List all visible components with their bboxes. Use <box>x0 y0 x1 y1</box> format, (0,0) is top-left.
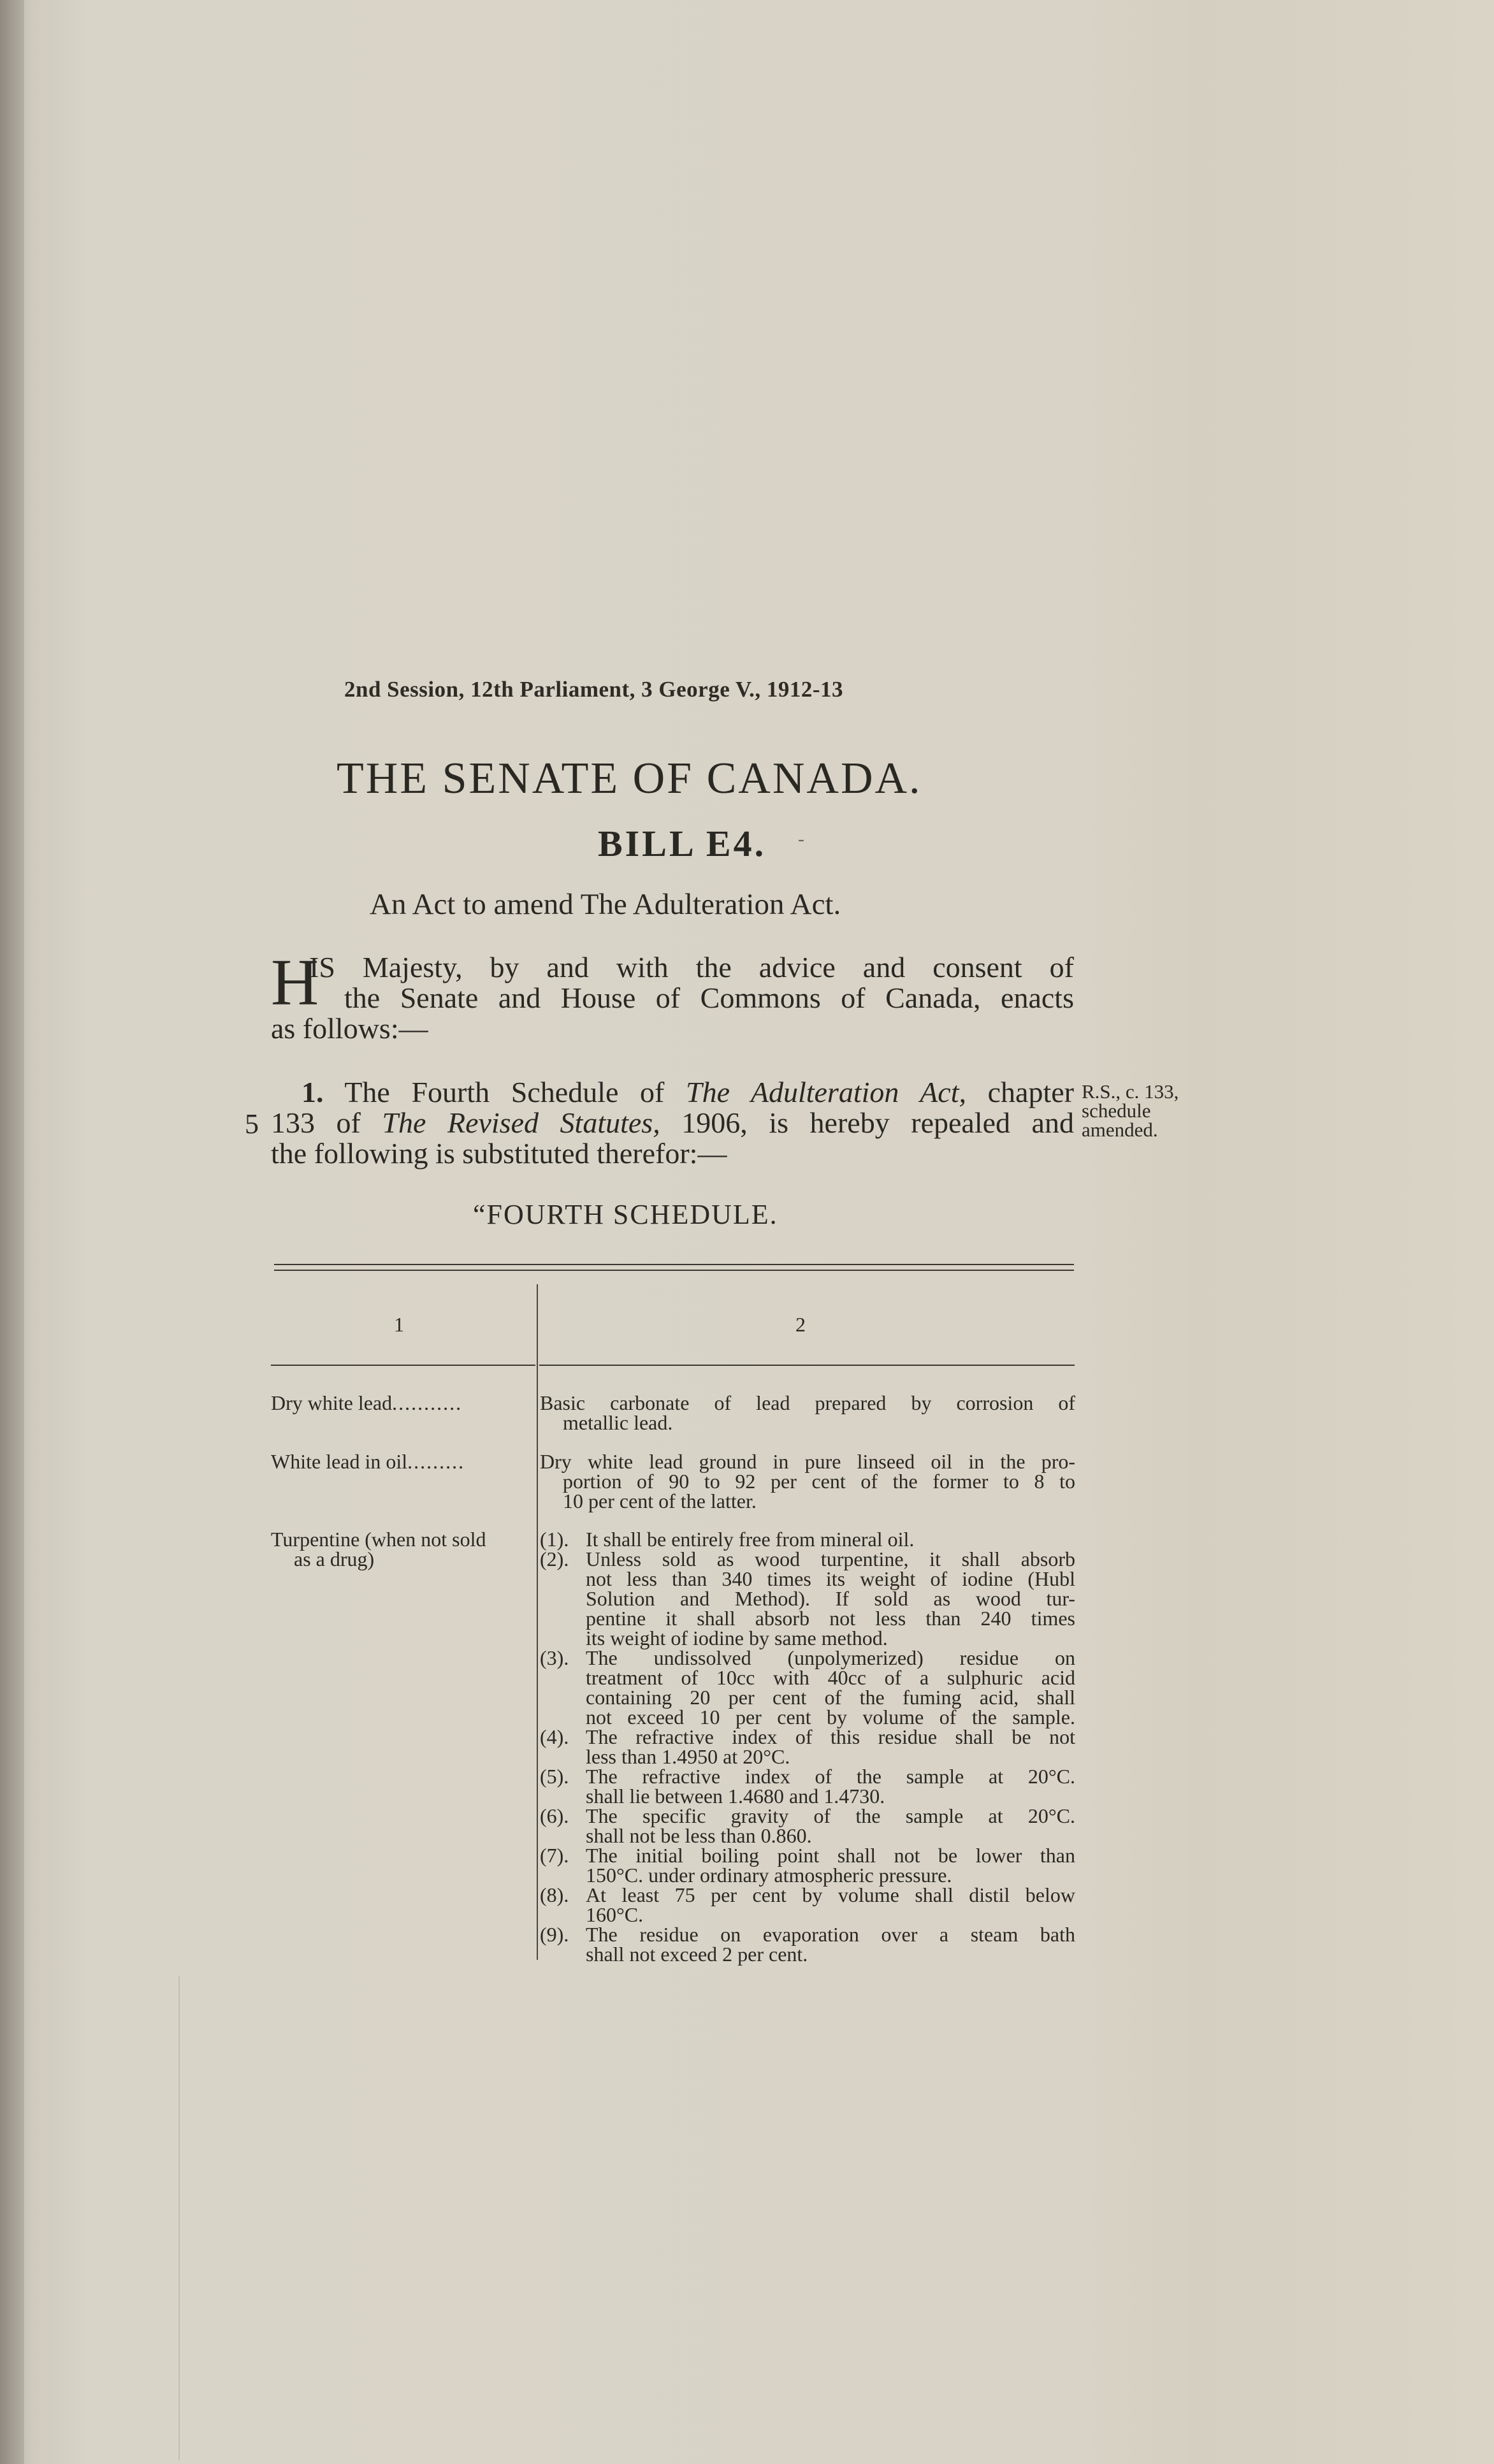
table-top-rule-1 <box>274 1264 1074 1265</box>
row-2-dots: ......... <box>407 1450 465 1473</box>
act-title: An Act to amend The Adulteration Act. <box>370 888 841 921</box>
statutes-italic: The Revised Statutes, <box>382 1106 660 1139</box>
item-line: The initial boiling point shall not be lower than <box>586 1844 1075 1867</box>
item-number: (3). <box>540 1646 569 1669</box>
row-2-desc-line-1: Dry white lead ground in pure linseed oil in the pro- <box>540 1450 1075 1473</box>
table-row-name <box>271 1393 462 1413</box>
schedule-title: “FOURTH SCHEDULE. <box>473 1199 778 1230</box>
item-line: its weight of iodine by same method. <box>586 1627 888 1649</box>
item-number: (2). <box>540 1547 569 1570</box>
preamble-line-3: as follows:— <box>271 1012 428 1045</box>
preamble-line-2: the Senate and House of Commons of Canada, enacts <box>344 982 1074 1014</box>
item-line: containing 20 per cent of the fuming acid, shall <box>586 1686 1075 1709</box>
bill-dash-mark: - <box>798 829 804 850</box>
line-number: 5 <box>245 1108 259 1140</box>
item-line: treatment of 10cc with 40cc of a sulphuric acid <box>586 1666 1075 1689</box>
row-3-name-line-2: as a drug) <box>294 1547 375 1570</box>
table-top-rule-2 <box>274 1270 1074 1271</box>
item-line: 160°C. <box>586 1903 644 1926</box>
preamble-dropcap: H <box>271 946 319 1019</box>
section-1-line-1 <box>271 1077 1074 1108</box>
margin-note-line-2: schedule <box>1082 1099 1151 1122</box>
item-line: pentine it shall absorb not less than 240 times <box>586 1607 1075 1630</box>
item-line: Unless sold as wood turpentine, it shall absorb <box>586 1547 1075 1570</box>
preamble-line-1: IS Majesty, by and with the advice and consent of <box>309 951 1074 983</box>
item-number: (9). <box>540 1923 569 1946</box>
section-1-text-d: 1906, is hereby repealed and <box>660 1106 1074 1139</box>
margin-note-line-3: amended. <box>1082 1119 1158 1141</box>
table-row-desc <box>540 1452 1075 1511</box>
chamber-title: THE SENATE OF CANADA. <box>337 754 922 803</box>
item-number: (6). <box>540 1804 569 1827</box>
item-number: (4). <box>540 1725 569 1748</box>
row-1-desc-line-1: Basic carbonate of lead prepared by corrosion of <box>540 1391 1075 1414</box>
row-1-dots: ........... <box>392 1391 463 1414</box>
row-3-name-line-1: Turpentine (when not sold <box>271 1528 486 1551</box>
item-line: It shall be entirely free from mineral oil. <box>586 1528 915 1551</box>
row-2-desc-line-2: portion of 90 to 92 per cent of the former to 8 to <box>563 1470 1075 1493</box>
item-number: (8). <box>540 1883 569 1906</box>
item-line: not less than 340 times its weight of iodine (Hubl <box>586 1567 1075 1590</box>
item-line: The undissolved (unpolymerized) residue on <box>586 1646 1075 1669</box>
section-1-text-c: 133 of <box>271 1106 382 1139</box>
item-line: At least 75 per cent by volume shall distil below <box>586 1883 1075 1906</box>
table-column-divider <box>537 1284 538 1960</box>
section-1-text-b: chapter <box>966 1076 1074 1108</box>
item-line: not exceed 10 per cent by volume of the sample. <box>586 1706 1075 1728</box>
act-name-italic: The Adulteration Act, <box>686 1076 966 1108</box>
bill-number: BILL E4. <box>598 823 767 864</box>
item-line: The specific gravity of the sample at 20°C. <box>586 1804 1075 1827</box>
item-line: The residue on evaporation over a steam bath <box>586 1923 1075 1946</box>
section-1-line-3: the following is substituted therefor:— <box>271 1137 727 1170</box>
item-line: The refractive index of this residue shall be not <box>586 1725 1075 1748</box>
table-head-rule-right <box>539 1365 1075 1366</box>
section-1-text-a: The Fourth Schedule of <box>323 1076 686 1108</box>
item-number: (7). <box>540 1844 569 1867</box>
row-2-desc-line-3: 10 per cent of the latter. <box>563 1489 757 1512</box>
table-head-rule-left <box>271 1365 535 1366</box>
table-row-name <box>271 1530 486 1569</box>
column-header-2: 2 <box>795 1313 806 1336</box>
item-number: (5). <box>540 1765 569 1788</box>
item-line: shall not exceed 2 per cent. <box>586 1943 808 1966</box>
section-number: 1. <box>301 1076 324 1108</box>
turpentine-requirements <box>540 1528 1075 1966</box>
item-line: shall not be less than 0.860. <box>586 1824 812 1847</box>
margin-note <box>1082 1082 1235 1140</box>
row-1-name: Dry white lead <box>271 1391 393 1414</box>
session-line: 2nd Session, 12th Parliament, 3 George V., 1912-13 <box>344 677 844 702</box>
column-header-1: 1 <box>394 1313 404 1336</box>
item-line: The refractive index of the sample at 20°C. <box>586 1765 1075 1788</box>
section-1-line-2 <box>271 1108 1074 1138</box>
row-2-name: White lead in oil <box>271 1450 408 1473</box>
row-1-desc-line-2: metallic lead. <box>563 1411 673 1434</box>
item-line: shall lie between 1.4680 and 1.4730. <box>586 1785 885 1808</box>
item-number: (1). <box>540 1528 569 1551</box>
item-line: Solution and Method). If sold as wood tur- <box>586 1587 1075 1610</box>
item-line: 150°C. under ordinary atmospheric pressure. <box>586 1864 952 1887</box>
page-spine-shadow <box>0 0 24 2464</box>
item-line: less than 1.4950 at 20°C. <box>586 1745 790 1768</box>
table-row-name <box>271 1452 465 1472</box>
table-row-desc <box>540 1393 1075 1433</box>
margin-note-line-1: R.S., c. 133, <box>1082 1080 1179 1103</box>
bleed-through-line <box>178 1976 180 2460</box>
